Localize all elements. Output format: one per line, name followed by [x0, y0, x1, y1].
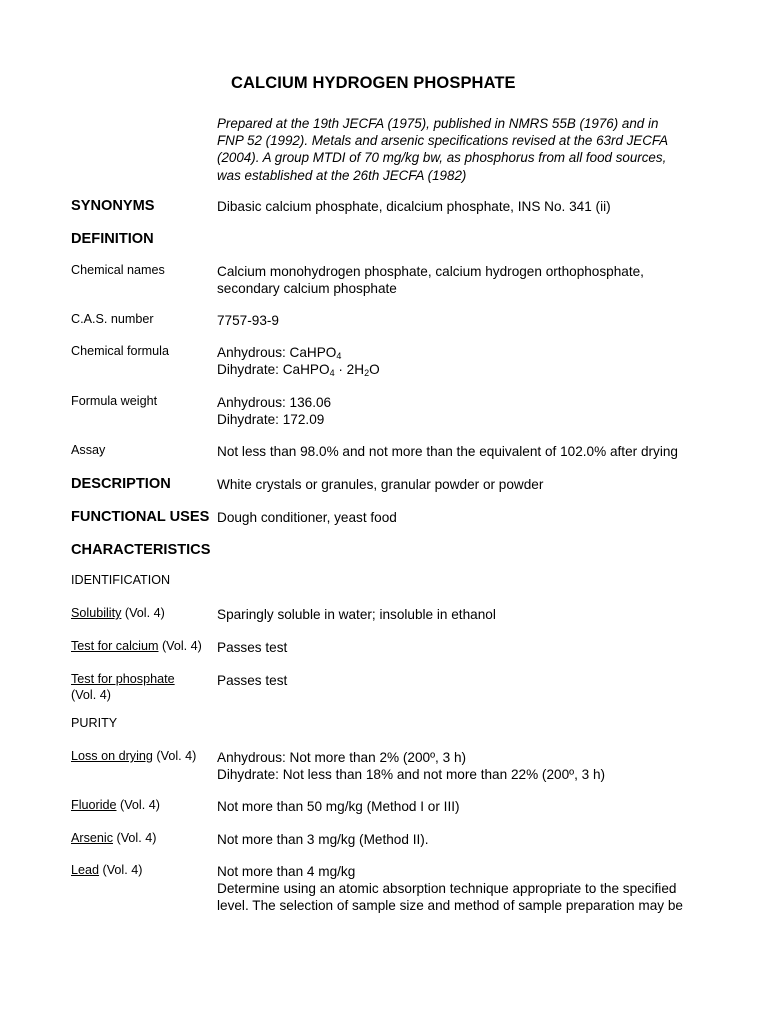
chemical-names-label: Chemical names — [71, 263, 165, 277]
test-phosphate-link[interactable]: Test for phosphate — [71, 672, 175, 686]
cas-value: 7757-93-9 — [217, 313, 279, 328]
lead-line: Not more than 4 mg/kg — [217, 864, 356, 879]
lead-link[interactable]: Lead — [71, 863, 100, 877]
intro-line: (2004). A group MTDI of 70 mg/kg bw, as phosphorus from all food sources, — [217, 150, 667, 166]
lead-value — [217, 863, 683, 915]
lead-line: level. The selection of sample size and method of sample preparation may be — [217, 898, 683, 914]
solubility-value: Sparingly soluble in water; insoluble in ethanol — [217, 607, 496, 622]
test-calcium-value: Passes test — [217, 640, 288, 655]
formula-weight-value — [217, 394, 331, 428]
fluoride-label: Fluoride (Vol. 4) — [71, 798, 160, 812]
loss-on-drying-line: Anhydrous: Not more than 2% (200º, 3 h) — [217, 750, 467, 765]
chemical-names-line: secondary calcium phosphate — [217, 281, 397, 297]
loss-on-drying-value — [217, 749, 605, 783]
formula-weight-line: Anhydrous: 136.06 — [217, 395, 332, 410]
lead-label: Lead (Vol. 4) — [71, 863, 143, 877]
assay-value: Not less than 98.0% and not more than the equivalent of 102.0% after drying — [217, 444, 678, 459]
definition-heading: DEFINITION — [71, 231, 154, 247]
chemical-formula-value — [217, 344, 380, 378]
formula-dihydrate: Dihydrate: CaHPO$_4$ · $2H_2O$ — [217, 362, 380, 379]
fluoride-link[interactable]: Fluoride — [71, 798, 117, 812]
loss-on-drying-line: Dihydrate: Not less than 18% and not more than 22% (200º, 3 h) — [217, 767, 606, 783]
test-calcium-link[interactable]: Test for calcium — [71, 639, 159, 653]
characteristics-heading: CHARACTERISTICS — [71, 542, 211, 558]
intro-line: FNP 52 (1992). Metals and arsenic specifications revised at the 63rd JECFA — [217, 133, 669, 149]
test-phosphate-vol: (Vol. 4) — [71, 687, 111, 702]
description-value: White crystals or granules, granular powder or powder — [217, 477, 544, 492]
loss-on-drying-link[interactable]: Loss on drying — [71, 749, 153, 763]
solubility-link[interactable]: Solubility — [71, 606, 122, 620]
solubility-label: Solubility (Vol. 4) — [71, 606, 165, 620]
arsenic-value: Not more than 3 mg/kg (Method II). — [217, 832, 429, 847]
formula-weight-label: Formula weight — [71, 394, 158, 408]
synonyms-heading: SYNONYMS — [71, 198, 155, 214]
purity-subheading: PURITY — [71, 716, 118, 730]
functional-uses-value: Dough conditioner, yeast food — [217, 510, 397, 525]
chemical-names-value — [217, 263, 644, 297]
lead-line: Determine using an atomic absorption technique appropriate to the specified — [217, 881, 677, 897]
cas-label: C.A.S. number — [71, 312, 154, 326]
fluoride-value: Not more than 50 mg/kg (Method I or III) — [217, 799, 460, 814]
test-phosphate-value: Passes test — [217, 673, 288, 688]
test-phosphate-label — [71, 672, 175, 703]
intro-paragraph — [217, 115, 717, 184]
document-title: CALCIUM HYDROGEN PHOSPHATE — [231, 74, 516, 92]
arsenic-link[interactable]: Arsenic — [71, 831, 113, 845]
intro-line: was established at the 26th JECFA (1982) — [217, 167, 467, 183]
chemical-formula-label: Chemical formula — [71, 344, 169, 358]
intro-line: Prepared at the 19th JECFA (1975), published in NMRS 55B (1976) and in — [217, 116, 659, 131]
formula-weight-line: Dihydrate: 172.09 — [217, 412, 325, 428]
description-heading: DESCRIPTION — [71, 476, 171, 492]
identification-subheading: IDENTIFICATION — [71, 573, 171, 587]
formula-anhydrous: Anhydrous: CaHPO$_4$ — [217, 345, 342, 361]
assay-label: Assay — [71, 443, 106, 457]
loss-on-drying-label: Loss on drying (Vol. 4) — [71, 749, 197, 763]
chemical-names-line: Calcium monohydrogen phosphate, calcium hydrogen orthophosphate, — [217, 264, 644, 279]
synonyms-value: Dibasic calcium phosphate, dicalcium phosphate, INS No. 341 (ii) — [217, 199, 611, 214]
arsenic-label: Arsenic (Vol. 4) — [71, 831, 157, 845]
test-calcium-label: Test for calcium (Vol. 4) — [71, 639, 202, 653]
functional-uses-heading: FUNCTIONAL USES — [71, 509, 210, 525]
